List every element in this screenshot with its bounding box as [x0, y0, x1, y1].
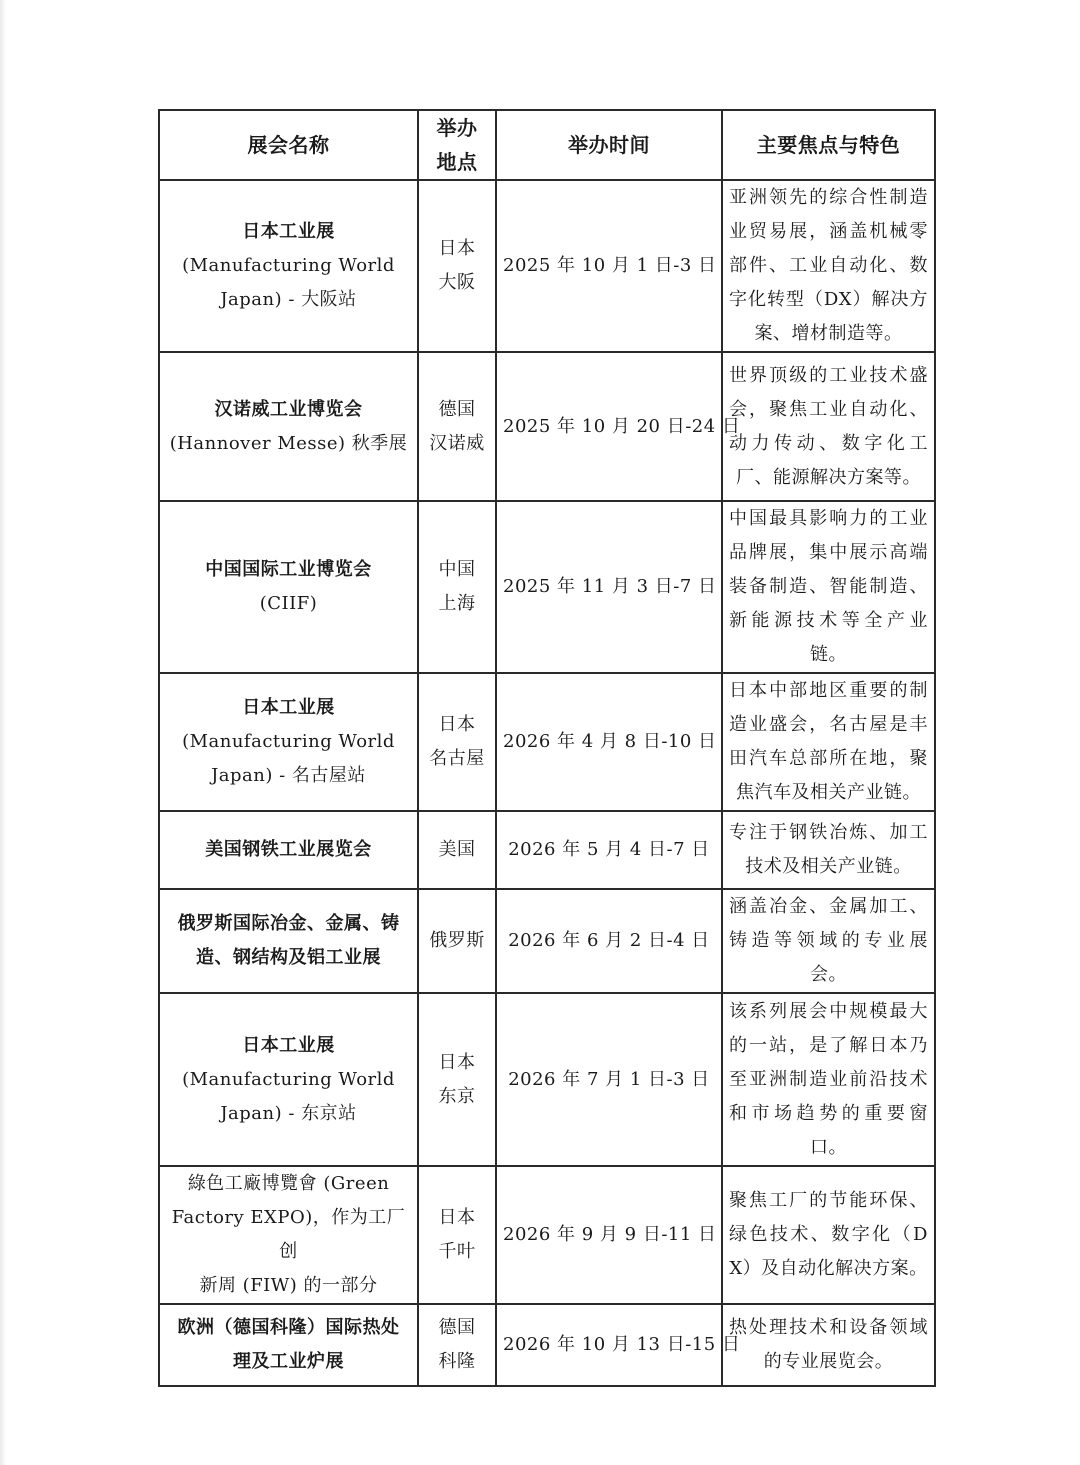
page-edge [0, 0, 6, 1465]
header-location: 举办 地点 [418, 110, 496, 180]
header-date: 举办时间 [496, 110, 722, 180]
exhibition-location: 日本 东京 [418, 993, 496, 1166]
exhibition-location: 美国 [418, 811, 496, 889]
exhibition-date: 2026 年 4 月 8 日-10 日 [496, 673, 722, 811]
header-name: 展会名称 [159, 110, 418, 180]
exhibition-name: 汉诺威工业博览会 (Hannover Messe) 秋季展 [159, 352, 418, 501]
exhibition-date: 2026 年 5 月 4 日-7 日 [496, 811, 722, 889]
exhibition-location: 中国 上海 [418, 501, 496, 673]
exhibition-focus: 聚焦工厂的节能环保、绿色技术、数字化（DX）及自动化解决方案。 [722, 1166, 935, 1304]
exhibition-name: 日本工业展 (Manufacturing World Japan) - 大阪站 [159, 180, 418, 352]
table-row [159, 673, 935, 811]
exhibition-name: 綠色工廠博覽會 (Green Factory EXPO)，作为工厂创 新周 (FIW) 的一部分 [159, 1166, 418, 1304]
exhibition-location: 俄罗斯 [418, 889, 496, 993]
exhibition-date: 2026 年 6 月 2 日-4 日 [496, 889, 722, 993]
exhibition-date: 2025 年 10 月 20 日-24 日 [496, 352, 722, 501]
table-row [159, 1166, 935, 1304]
exhibition-focus: 涵盖冶金、金属加工、铸造等领域的专业展会。 [722, 889, 935, 993]
table-row [159, 352, 935, 501]
table-row [159, 889, 935, 993]
exhibition-name: 欧洲（德国科隆）国际热处 理及工业炉展 [159, 1304, 418, 1386]
table-row [159, 180, 935, 352]
exhibition-focus: 中国最具影响力的工业品牌展，集中展示高端装备制造、智能制造、新能源技术等全产业链。 [722, 501, 935, 673]
table-header-row [159, 110, 935, 180]
exhibition-location: 德国 科隆 [418, 1304, 496, 1386]
exhibition-location: 日本 千叶 [418, 1166, 496, 1304]
exhibition-name: 俄罗斯国际冶金、金属、铸 造、钢结构及铝工业展 [159, 889, 418, 993]
header-focus: 主要焦点与特色 [722, 110, 935, 180]
table-row [159, 1304, 935, 1386]
exhibition-date: 2026 年 10 月 13 日-15 日 [496, 1304, 722, 1386]
table-row [159, 993, 935, 1166]
exhibition-focus: 该系列展会中规模最大的一站，是了解日本乃至亚洲制造业前沿技术和市场趋势的重要窗口。 [722, 993, 935, 1166]
exhibition-location: 日本 大阪 [418, 180, 496, 352]
exhibition-location: 德国 汉诺威 [418, 352, 496, 501]
exhibition-name: 美国钢铁工业展览会 [159, 811, 418, 889]
exhibition-focus: 热处理技术和设备领域的专业展览会。 [722, 1304, 935, 1386]
exhibition-date: 2026 年 7 月 1 日-3 日 [496, 993, 722, 1166]
exhibition-location: 日本 名古屋 [418, 673, 496, 811]
exhibition-name: 日本工业展 (Manufacturing World Japan) - 名古屋站 [159, 673, 418, 811]
exhibition-focus: 日本中部地区重要的制造业盛会，名古屋是丰田汽车总部所在地，聚焦汽车及相关产业链。 [722, 673, 935, 811]
exhibition-date: 2025 年 11 月 3 日-7 日 [496, 501, 722, 673]
exhibition-focus: 专注于钢铁冶炼、加工技术及相关产业链。 [722, 811, 935, 889]
exhibition-table [158, 109, 936, 1387]
exhibition-focus: 世界顶级的工业技术盛会，聚焦工业自动化、动力传动、数字化工厂、能源解决方案等。 [722, 352, 935, 501]
exhibition-date: 2025 年 10 月 1 日-3 日 [496, 180, 722, 352]
exhibition-focus: 亚洲领先的综合性制造业贸易展，涵盖机械零部件、工业自动化、数字化转型（DX）解决方案、增材制造等。 [722, 180, 935, 352]
exhibition-name: 中国国际工业博览会 (CIIF) [159, 501, 418, 673]
table-row [159, 501, 935, 673]
exhibition-date: 2026 年 9 月 9 日-11 日 [496, 1166, 722, 1304]
table-row [159, 811, 935, 889]
exhibition-name: 日本工业展 (Manufacturing World Japan) - 东京站 [159, 993, 418, 1166]
